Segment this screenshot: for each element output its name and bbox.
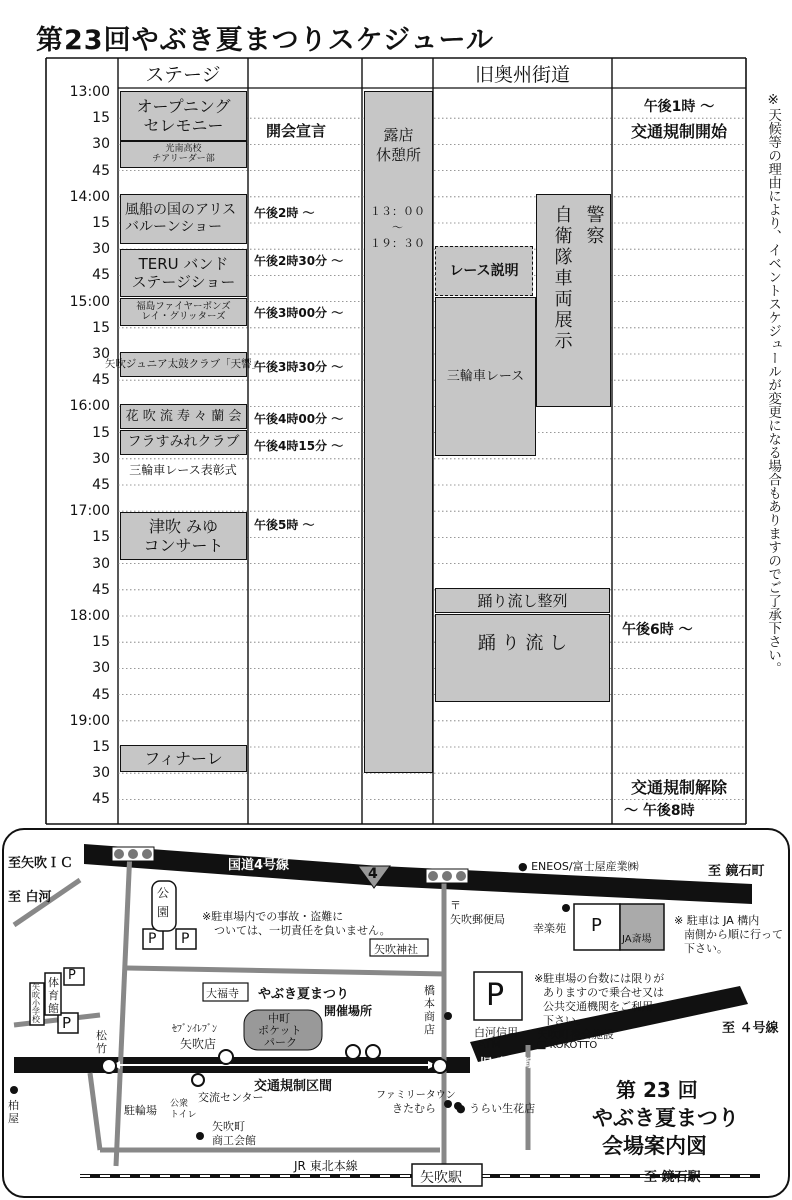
exchange-center: 交流センター	[198, 1091, 264, 1104]
bicycle-parking: 駐輪場	[124, 1104, 157, 1117]
time-label: 45	[92, 581, 110, 598]
rest-area-label: 露店 休憩所	[375, 126, 421, 164]
parking-note-2: ついては、一切責任を負いません。	[214, 924, 391, 937]
time-label: 45	[92, 267, 110, 284]
pocket-park-3: パーク	[264, 1036, 297, 1049]
event-teru: TERU バンド ステージショー	[120, 249, 247, 297]
event-hula: フラすみれクラブ	[120, 430, 247, 455]
capacity-note-1: ※駐車場の台数には限りが	[534, 972, 665, 985]
traffic-start-label: 交通規制開始	[630, 122, 727, 141]
route4-label: 国道4号線	[228, 858, 290, 873]
yabuki-shrine: 矢吹神社	[374, 943, 418, 956]
event-dance-label: 踊 り 流 し	[477, 633, 568, 654]
to-shirakawa: 至 白河	[8, 890, 52, 905]
parking-sign-main: P	[486, 978, 505, 1013]
school-3: 小	[32, 999, 40, 1008]
traffic-start-time: 午後1時 ～	[643, 99, 715, 115]
ja-hall: JA斎場	[622, 934, 652, 945]
parking-sign-gym: P	[68, 968, 76, 983]
event-concert: 津吹 みゆ コンサート	[120, 512, 247, 560]
ja-note-2: 南側から順に行って	[684, 928, 783, 941]
time-3pm: 午後3時00分 ～	[254, 306, 344, 320]
chamber-2: 商工会館	[212, 1134, 256, 1147]
time-label: 30	[92, 241, 110, 258]
rest-time-tilde: ～	[392, 221, 403, 234]
event-firebonds: 福島ファイヤーボンズ レイ・グリッターズ	[120, 298, 247, 326]
familytown-2: きたむら	[392, 1102, 436, 1115]
weather-note: ※天候等の理由により、イベントスケジュールが変更になる場合もありますのでご了承下さい。	[765, 92, 782, 675]
time-label: 45	[92, 372, 110, 389]
map-title-2: やぶき夏まつり	[592, 1106, 739, 1130]
to-kagamiishi-town: 至 鏡石町	[708, 864, 765, 879]
time-4pm: 午後4時00分 ～	[254, 412, 344, 426]
event-opening: オープニング セレモニー	[120, 91, 247, 141]
label-opening-declaration: 開会宣言	[266, 122, 327, 140]
to-yabuki-ic: 至矢吹ＩＣ	[8, 856, 74, 871]
event-taiko: 矢吹ジュニア太鼓クラブ「天響」	[120, 352, 247, 377]
complex-facility: 矢吹町複合施設	[537, 1028, 614, 1041]
event-award: 三輪車レース表彰式	[129, 463, 237, 477]
familytown-1: ファミリータウン	[376, 1090, 456, 1101]
venue-label: 開催場所	[324, 1004, 373, 1018]
time-label: 14:00	[69, 188, 110, 205]
kashiwaya-1: 柏	[8, 1099, 19, 1112]
page-title: 第23回やぶき夏まつりスケジュール	[36, 25, 494, 56]
rest-time-to: １９：３０	[370, 237, 425, 250]
post-office: 矢吹郵便局	[450, 913, 505, 926]
time-label: 30	[92, 346, 110, 362]
header-kaido: 旧奥州街道	[474, 64, 570, 86]
gym-1: 体	[48, 976, 59, 989]
time-2pm: 午後2時 ～	[254, 206, 315, 220]
kokotto-label: ■ KOKOTTO	[537, 1040, 598, 1051]
gym-3: 館	[48, 1002, 59, 1015]
event-finale: フィナーレ	[120, 745, 247, 772]
time-label: 15	[92, 319, 110, 336]
shirakawa-bank: 白河信用	[474, 1026, 518, 1039]
school-2: 吹	[32, 991, 40, 1000]
park-label-1: 公	[157, 886, 170, 900]
hashimoto-3: 商	[424, 1010, 435, 1023]
event-vehicle-display-label: 自衛隊車両展示	[551, 205, 573, 352]
event-race-briefing: レース説明	[435, 246, 533, 296]
parking-sign-2: P	[181, 931, 190, 947]
time-330pm: 午後3時30分 ～	[254, 360, 344, 374]
time-label: 15:00	[69, 293, 110, 310]
ja-note-3: 下さい。	[684, 942, 728, 955]
parking-sign-ja: P	[591, 915, 602, 936]
event-balloon: 風船の国のアリス バルーンショー	[120, 194, 247, 244]
event-tricycle-race: 三輪車レース	[435, 297, 536, 456]
to-kagamiishi-station: 至 鏡石駅	[644, 1170, 701, 1185]
chamber-1: 矢吹町	[212, 1120, 245, 1133]
time-label: 15	[92, 739, 110, 755]
yabuki-station: 矢吹駅	[420, 1170, 462, 1186]
time-label: 16:00	[69, 398, 110, 415]
jr-line: JR 東北本線	[294, 1159, 358, 1173]
time-label: 15	[92, 424, 110, 441]
event-police-label: 警察	[583, 205, 605, 247]
capacity-note-4: 下さい。	[543, 1014, 587, 1027]
gym-2: 育	[48, 989, 59, 1002]
traffic-end-time: ～ 午後8時	[624, 803, 695, 819]
time-label: 19:00	[69, 712, 110, 729]
parking-note-1: ※駐車場内での事故・盗難に	[202, 910, 344, 923]
time-230pm: 午後2時30分 ～	[254, 254, 344, 268]
time-label: 30	[92, 555, 110, 572]
time-5pm: 午後5時 ～	[254, 518, 315, 532]
festival-name: やぶき夏まつり	[258, 987, 350, 1002]
event-suzuran: 花 吹 流 寿 々 蘭 会	[120, 404, 247, 429]
map-title-1: 第 23 回	[616, 1078, 698, 1102]
traffic-end-label: 交通規制解除	[630, 778, 727, 797]
to-route4: 至 ４号線	[722, 1021, 779, 1036]
header-stage: ステージ	[145, 64, 221, 86]
time-label: 15	[92, 634, 110, 651]
matsutake-1: 松	[96, 1029, 107, 1042]
hashimoto-2: 本	[424, 997, 435, 1010]
school-5: 校	[32, 1015, 40, 1024]
pocket-park-2: ポケット	[258, 1024, 302, 1037]
seven-eleven-1: ｾﾌﾞﾝｲﾚﾌﾞﾝ	[172, 1024, 217, 1035]
hashimoto-1: 橋	[424, 984, 435, 997]
time-label: 45	[92, 477, 110, 493]
restricted-zone-label: 交通規制区間	[254, 1079, 333, 1094]
pocket-park-1: 中町	[268, 1012, 290, 1025]
map-title-3: 会場案内図	[602, 1134, 707, 1158]
time-label: 18:00	[69, 608, 110, 624]
rest-time-from: １３：００	[370, 205, 425, 218]
time-label: 17:00	[69, 503, 110, 520]
event-cheerleader: 光南高校 チアリーダー部	[120, 141, 247, 168]
park-label-2: 園	[157, 905, 170, 919]
kourakuen: 幸楽苑	[533, 922, 566, 935]
capacity-note-3: 公共交通機関をご利用	[543, 1000, 653, 1013]
school-1: 矢	[32, 983, 40, 992]
time-label: 15	[92, 215, 110, 231]
event-dance-lineup: 踊り流し整列	[435, 588, 610, 613]
old-kaido-label: 旧 奥州街道	[480, 1056, 545, 1070]
capacity-note-2: ありますので乗合せ又は	[543, 986, 664, 999]
time-label: 30	[92, 765, 110, 782]
kashiwaya-2: 屋	[8, 1112, 19, 1125]
atm-label: ATM	[478, 1038, 501, 1051]
matsutake-2: 竹	[96, 1042, 107, 1055]
post-mark: 〒	[450, 899, 461, 912]
traffic-6pm: 午後6時 ～	[622, 622, 693, 638]
time-label: 15	[92, 529, 110, 546]
urai-florist: ● うらい生花店	[456, 1102, 536, 1115]
eneos-label: ● ENEOS/富士屋産業㈱	[518, 860, 639, 873]
time-label: 15	[92, 110, 110, 127]
parking-sign-school: P	[62, 1014, 72, 1032]
daifukuji: 大福寺	[206, 987, 239, 1000]
time-label: 45	[92, 791, 110, 808]
time-label: 30	[92, 450, 110, 467]
route4-number: 4	[368, 866, 378, 882]
time-415pm: 午後4時15分 ～	[254, 439, 344, 453]
time-label: 30	[92, 660, 110, 677]
toilet-1: 公衆	[170, 1099, 189, 1109]
toilet-2: トイレ	[170, 1110, 197, 1120]
hashimoto-4: 店	[424, 1023, 435, 1036]
ja-note-1: ※ 駐車は JA 構内	[674, 914, 760, 927]
time-label: 30	[92, 136, 110, 153]
school-4: 学	[32, 1007, 40, 1016]
time-label: 45	[92, 162, 110, 179]
parking-sign-1: P	[148, 931, 157, 947]
time-label: 13:00	[69, 84, 110, 100]
time-label: 45	[92, 686, 110, 703]
seven-eleven-2: 矢吹店	[180, 1037, 217, 1051]
